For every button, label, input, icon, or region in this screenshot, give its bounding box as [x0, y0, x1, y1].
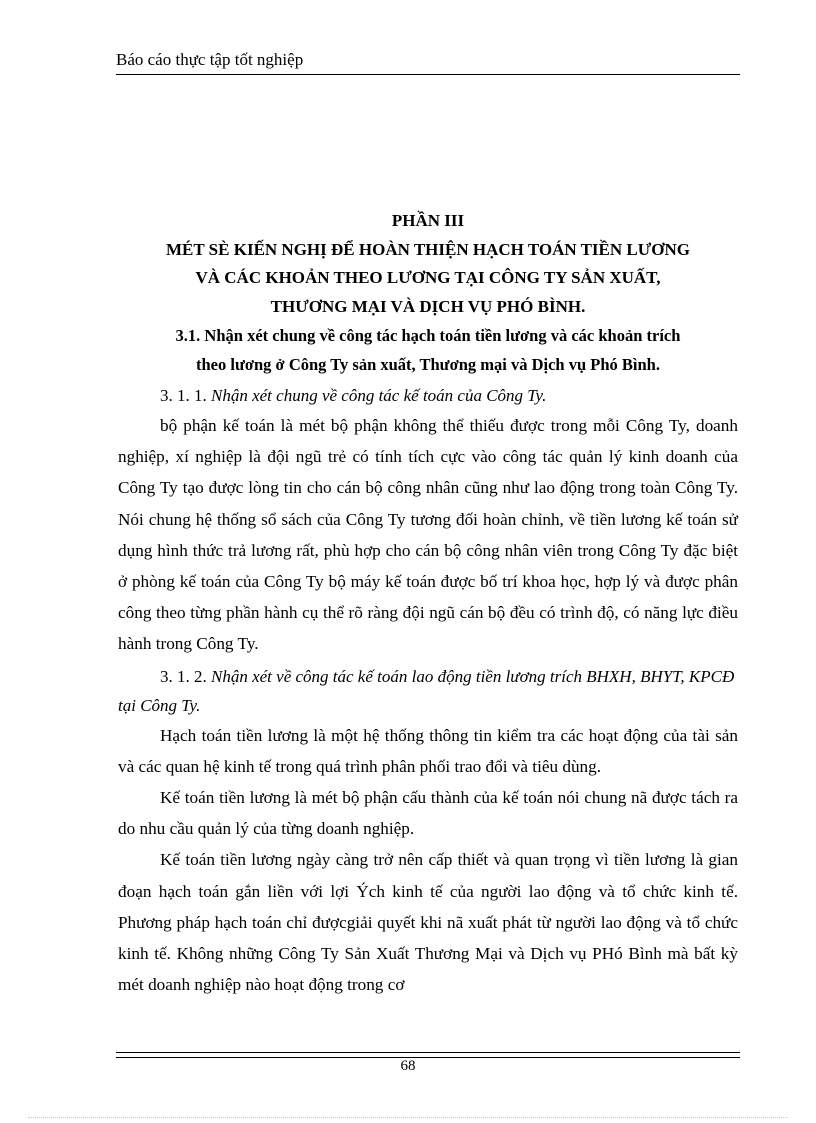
header-title: Báo cáo thực tập tốt nghiệp	[116, 50, 304, 69]
paragraph: Hạch toán tiền lương là một hệ thống thông tin kiểm tra các hoạt động của tài sản và các quan hệ kinh tế trong quá trình phân phối trao đổi và tiêu dùng.	[118, 725, 738, 776]
subsection-heading-1	[118, 381, 738, 410]
paragraph: Kế toán tiền lương là mét bộ phận cấu thành của kế toán nói chung nã được tách ra do nhu cầu quản lý của từng doanh nghiệp.	[118, 788, 738, 839]
section-title-line-2: theo lương ở Công Ty sản xuất, Thương mại và Dịch vụ Phó Bình.	[196, 355, 660, 374]
page-edge-divider	[28, 1117, 788, 1118]
page-number: 68	[400, 1058, 416, 1074]
subsection-title: Nhận xét chung về công tác kế toán của Công Ty.	[211, 386, 547, 405]
subsection-heading-2	[118, 662, 738, 720]
part-title-line-3: THƯƠNG MẠI VÀ DỊCH VỤ PHÓ BÌNH.	[270, 296, 586, 316]
paragraph: bộ phận kế toán là mét bộ phận không thể thiếu được trong mỗi Công Ty, doanh nghiệp, xí nghiệp là đội ngũ trẻ có tính tích cực vào công tác quản lý kinh doanh của Công Ty tạo được lòng tin cho cán bộ công nhân cũng như lao động trong toàn Công Ty. Nói chung hệ thống sổ sách của Công Ty tương đối hoàn chỉnh, về tiền lương kế toán sử dụng hình thức trả lương rất, phù hợp cho cán bộ công nhân viên trong Công Ty đặc biệt ở phòng kế toán của Công Ty bộ máy kế toán được bố trí khoa học, hợp lý và được phân công theo từng phần hành cụ thể rõ ràng đội ngũ cán bộ đều có trình độ, có năng lực điều hành trong Công Ty.	[118, 416, 738, 654]
page-body	[118, 207, 738, 1000]
page-header	[116, 48, 740, 75]
subsection-title: Nhận xét về công tác kế toán lao động tiền lương trích BHXH, BHYT, KPCĐ tại Công Ty.	[118, 666, 735, 715]
part-title-line-2: VÀ CÁC KHOẢN THEO LƯƠNG TẠI CÔNG TY SẢN XUẤT,	[195, 268, 661, 287]
paragraph: Kế toán tiền lương ngày càng trở nên cấp thiết và quan trọng vì tiền lương là gian đoạn hạch toán gắn liền với lợi Ých kinh tế của người lao động và tổ chức kinh tế. Phương pháp hạch toán chỉ đượcgiải quyết khi nã xuất phát từ người lao động và tổ chức kinh tế. Không những Công Ty Sản Xuất Thương Mại và Dịch vụ PHó Bình mà bất kỳ mét doanh nghiệp nào hoạt động trong cơ	[118, 850, 738, 995]
subsection-number: 3. 1. 1.	[160, 386, 207, 405]
section-title-line-1: 3.1. Nhận xét chung về công tác hạch toán tiền lương và các khoản trích	[175, 326, 681, 345]
subsection-number: 3. 1. 2.	[160, 666, 207, 686]
part-title-line-1: MÉT SÈ KIẾN NGHỊ ĐỂ HOÀN THIỆN HẠCH TOÁN TIỀN LƯƠNG	[166, 239, 690, 259]
part-label: PHẦN III	[391, 211, 465, 230]
